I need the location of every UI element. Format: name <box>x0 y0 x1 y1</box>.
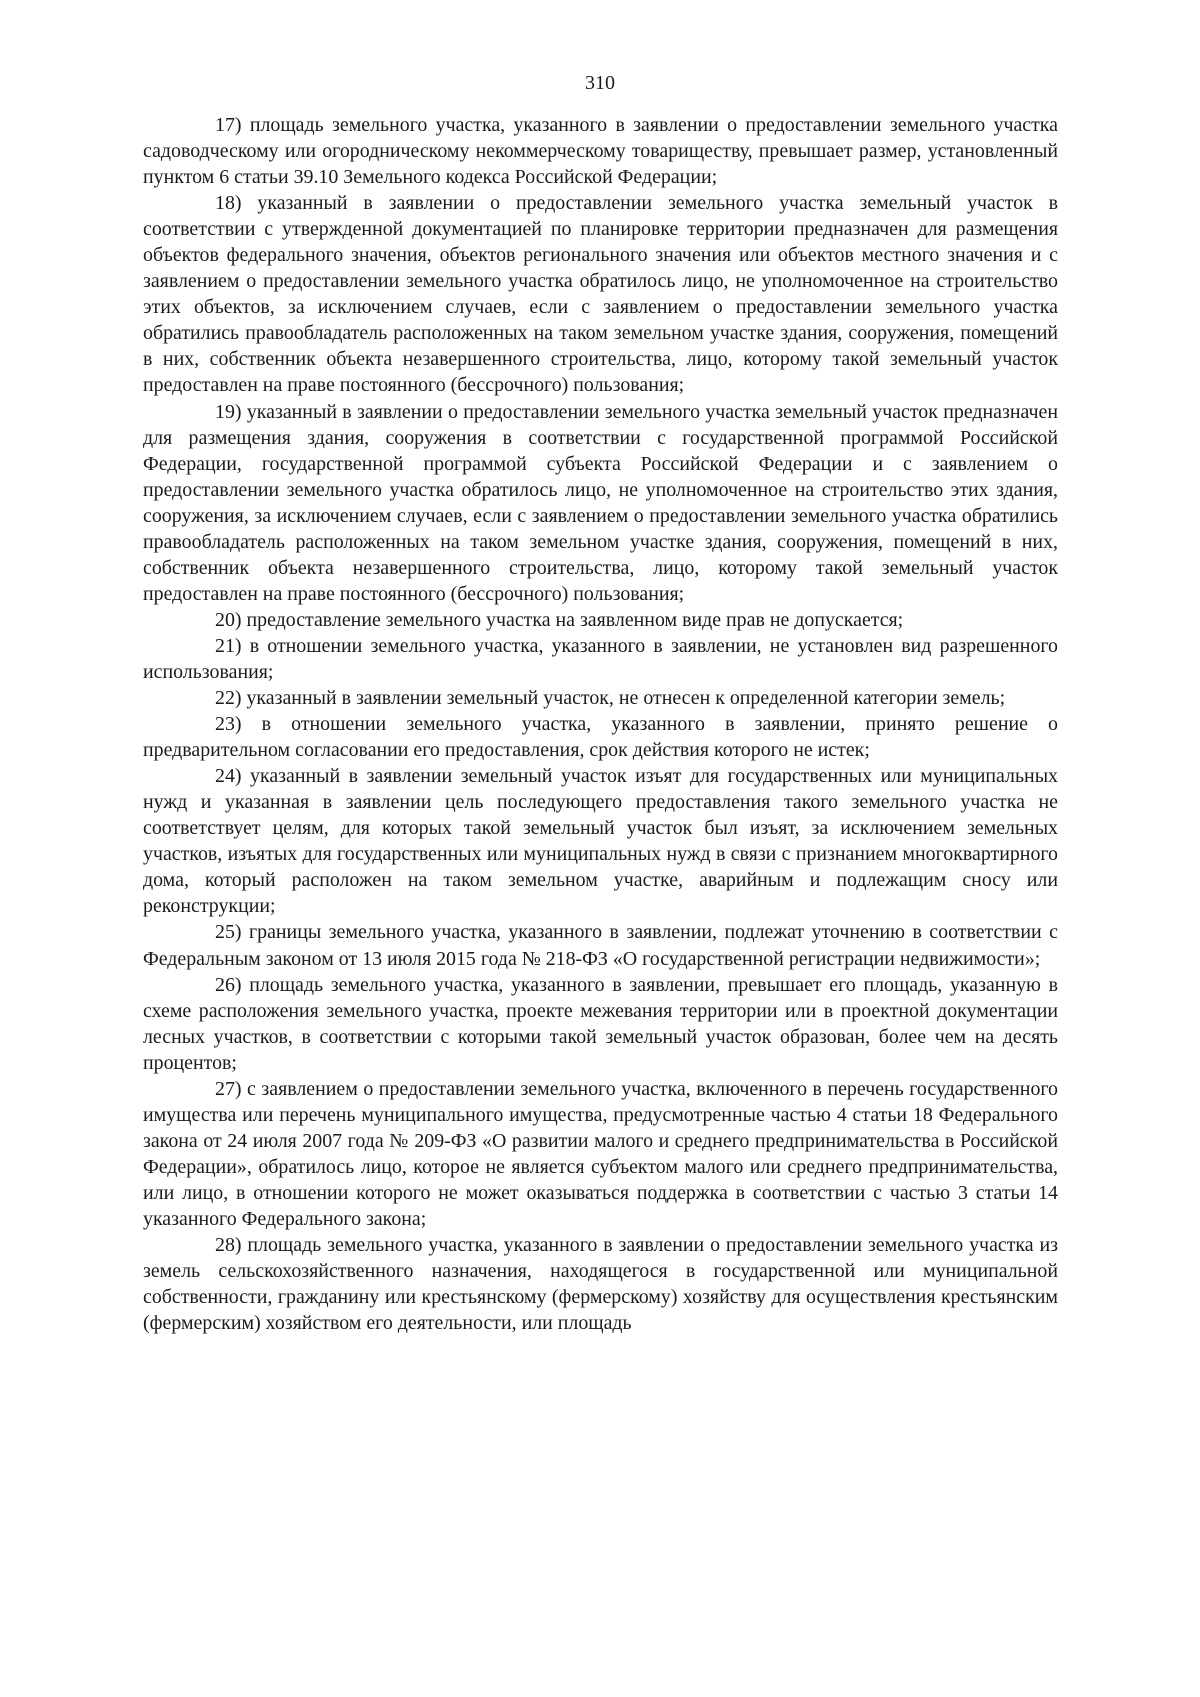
page-number: 310 <box>585 72 615 94</box>
paragraph-item-22: 22) указанный в заявлении земельный участок, не отнесен к определенной категории земель; <box>215 687 1006 710</box>
paragraph-item-25: 25) границы земельного участка, указанного в заявлении, подлежат уточнению в соответствии с Федеральным законом от 13 июля 2015 года № 218-ФЗ «О государственной регистрации недвижимости»; <box>143 921 1058 970</box>
document-body <box>143 112 1058 1336</box>
paragraph-item-17: 17) площадь земельного участка, указанного в заявлении о предоставлении земельного участка садоводческому или огородническому некоммерческому товариществу, превышает размер, установленный пунктом 6 статьи 39.10 Земельного кодекса Российской Федерации; <box>143 114 1058 189</box>
paragraph-item-18: 18) указанный в заявлении о предоставлении земельного участка земельный участок в соответствии с утвержденной документацией по планировке территории предназначен для размещения объектов федерального значения, объектов регионального значения или объектов местного значения и с заявлением о предоставлении земельного участка обратилось лицо, не уполномоченное на строительство этих объектов, за исключением случаев, если с заявлением о предоставлении земельного участка обратились правообладатель расположенных на таком земельном участке здания, сооружения, помещений в них, собственник объекта незавершенного строительства, лицо, которому такой земельный участок предоставлен на праве постоянного (бессрочного) пользования; <box>143 192 1058 397</box>
paragraph-item-23: 23) в отношении земельного участка, указанного в заявлении, принято решение о предварительном согласовании его предоставления, срок действия которого не истек; <box>143 713 1058 762</box>
paragraph-item-27: 27) с заявлением о предоставлении земельного участка, включенного в перечень государственного имущества или перечень муниципального имущества, предусмотренные частью 4 статьи 18 Федерального закона от 24 июля 2007 года № 209-ФЗ «О развитии малого и среднего предпринимательства в Российской Федерации», обратилось лицо, которое не является субъектом малого или среднего предпринимательства, или лицо, в отношении которого не может оказываться поддержка в соответствии с частью 3 статьи 14 указанного Федерального закона; <box>143 1077 1058 1230</box>
paragraph-item-26: 26) площадь земельного участка, указанного в заявлении, превышает его площадь, указанную в схеме расположения земельного участка, проекте межевания территории или в проектной документации лесных участков, в соответствии с которыми такой земельный участок образован, более чем на десять процентов; <box>143 973 1058 1074</box>
paragraph-item-21: 21) в отношении земельного участка, указанного в заявлении, не установлен вид разрешенного использования; <box>143 634 1058 683</box>
paragraph-item-28: 28) площадь земельного участка, указанного в заявлении о предоставлении земельного участка из земель сельскохозяйственного назначения, находящегося в государственной или муниципальной собственности, гражданину или крестьянскому (фермерскому) хозяйству для осуществления крестьянским (фермерским) хозяйством его деятельности, или площадь <box>143 1234 1058 1335</box>
paragraph-item-24: 24) указанный в заявлении земельный участок изъят для государственных или муниципальных нужд и указанная в заявлении цель последующего предоставления такого земельного участка не соответствует целям, для которых такой земельный участок был изъят, за исключением земельных участков, изъятых для государственных или муниципальных нужд в связи с признанием многоквартирного дома, который расположен на таком земельном участке, аварийным и подлежащим сносу или реконструкции; <box>143 765 1058 918</box>
paragraph-item-19: 19) указанный в заявлении о предоставлении земельного участка земельный участок предназначен для размещения здания, сооружения в соответствии с государственной программой Российской Федерации, государственной программой субъекта Российской Федерации и с заявлением о предоставлении земельного участка обратилось лицо, не уполномоченное на строительство этих здания, сооружения, за исключением случаев, если с заявлением о предоставлении земельного участка обратились правообладатель расположенных на таком земельном участке здания, сооружения, помещений в них, собственник объекта незавершенного строительства, лицо, которому такой земельный участок предоставлен на праве постоянного (бессрочного) пользования; <box>143 400 1058 605</box>
paragraph-item-20: 20) предоставление земельного участка на заявленном виде прав не допускается; <box>215 608 904 631</box>
